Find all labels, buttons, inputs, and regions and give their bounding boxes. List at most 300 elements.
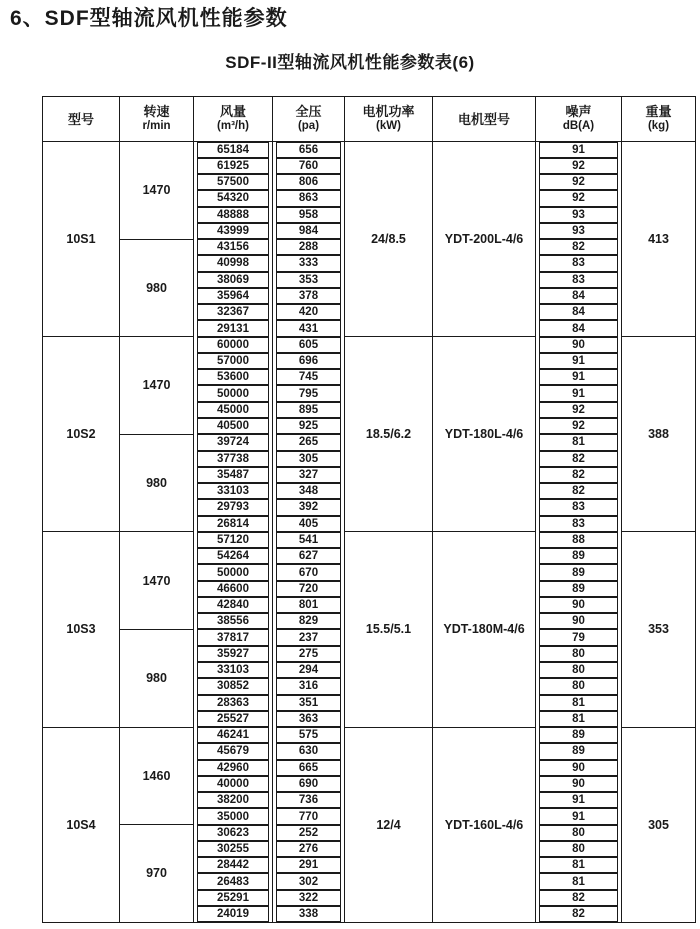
speed-cell: 1470 bbox=[120, 337, 194, 435]
flow-cell bbox=[194, 174, 273, 190]
flow-cell-value: 42960 bbox=[197, 760, 269, 776]
noise-cell-value: 89 bbox=[539, 743, 618, 759]
pressure-cell-value: 736 bbox=[276, 792, 341, 808]
pressure-cell-value: 665 bbox=[276, 760, 341, 776]
noise-cell bbox=[536, 841, 622, 857]
flow-cell-value: 37817 bbox=[197, 629, 269, 645]
flow-cell-value: 57000 bbox=[197, 353, 269, 369]
header-cell-model: 型号 bbox=[43, 97, 120, 142]
noise-cell-value: 89 bbox=[539, 564, 618, 580]
model-cell: 10S2 bbox=[43, 337, 120, 532]
pressure-cell bbox=[273, 678, 345, 694]
flow-cell-value: 26814 bbox=[197, 516, 269, 532]
noise-cell bbox=[536, 499, 622, 515]
pressure-cell bbox=[273, 613, 345, 629]
noise-cell bbox=[536, 402, 622, 418]
noise-cell-value: 93 bbox=[539, 223, 618, 239]
table-row bbox=[43, 532, 696, 548]
pressure-cell-value: 770 bbox=[276, 808, 341, 824]
pressure-cell-value: 322 bbox=[276, 890, 341, 906]
flow-cell-value: 54320 bbox=[197, 190, 269, 206]
flow-cell bbox=[194, 255, 273, 271]
noise-cell bbox=[536, 255, 622, 271]
pressure-cell-value: 801 bbox=[276, 597, 341, 613]
pressure-cell bbox=[273, 532, 345, 548]
noise-cell bbox=[536, 223, 622, 239]
noise-cell bbox=[536, 613, 622, 629]
pressure-cell bbox=[273, 272, 345, 288]
noise-cell-value: 80 bbox=[539, 825, 618, 841]
header-cell-pressure: 全压 (pa) bbox=[273, 97, 345, 142]
noise-cell bbox=[536, 532, 622, 548]
noise-cell-value: 90 bbox=[539, 337, 618, 353]
flow-cell bbox=[194, 369, 273, 385]
flow-cell-value: 28363 bbox=[197, 695, 269, 711]
noise-cell bbox=[536, 434, 622, 450]
weight-cell: 305 bbox=[622, 727, 696, 922]
noise-cell bbox=[536, 337, 622, 353]
pressure-cell-value: 720 bbox=[276, 581, 341, 597]
noise-cell-value: 90 bbox=[539, 597, 618, 613]
noise-cell bbox=[536, 190, 622, 206]
pressure-cell-value: 925 bbox=[276, 418, 341, 434]
noise-cell-value: 90 bbox=[539, 760, 618, 776]
pressure-cell bbox=[273, 629, 345, 645]
pressure-cell bbox=[273, 158, 345, 174]
flow-cell bbox=[194, 597, 273, 613]
flow-cell bbox=[194, 857, 273, 873]
flow-cell-value: 50000 bbox=[197, 385, 269, 401]
flow-cell-value: 45000 bbox=[197, 402, 269, 418]
noise-cell-value: 82 bbox=[539, 239, 618, 255]
pressure-cell bbox=[273, 304, 345, 320]
power-cell: 24/8.5 bbox=[345, 142, 433, 337]
flow-cell-value: 35964 bbox=[197, 288, 269, 304]
noise-cell-value: 89 bbox=[539, 727, 618, 743]
noise-cell-value: 81 bbox=[539, 873, 618, 889]
pressure-cell-value: 288 bbox=[276, 239, 341, 255]
pressure-cell-value: 984 bbox=[276, 223, 341, 239]
pressure-cell bbox=[273, 142, 345, 158]
noise-cell bbox=[536, 890, 622, 906]
flow-cell-value: 25527 bbox=[197, 711, 269, 727]
speed-cell: 980 bbox=[120, 239, 194, 337]
speed-cell: 1470 bbox=[120, 532, 194, 630]
pressure-cell bbox=[273, 174, 345, 190]
pressure-cell-value: 351 bbox=[276, 695, 341, 711]
pressure-cell-value: 294 bbox=[276, 662, 341, 678]
flow-cell-value: 35487 bbox=[197, 467, 269, 483]
noise-cell-value: 93 bbox=[539, 207, 618, 223]
flow-cell bbox=[194, 190, 273, 206]
pressure-cell-value: 958 bbox=[276, 207, 341, 223]
flow-cell bbox=[194, 272, 273, 288]
flow-cell-value: 43999 bbox=[197, 223, 269, 239]
pressure-cell-value: 420 bbox=[276, 304, 341, 320]
table-header bbox=[43, 97, 696, 142]
pressure-cell-value: 265 bbox=[276, 434, 341, 450]
speed-cell: 980 bbox=[120, 434, 194, 532]
pressure-cell-value: 275 bbox=[276, 646, 341, 662]
flow-cell-value: 61925 bbox=[197, 158, 269, 174]
pressure-cell-value: 806 bbox=[276, 174, 341, 190]
noise-cell-value: 88 bbox=[539, 532, 618, 548]
flow-cell bbox=[194, 743, 273, 759]
flow-cell bbox=[194, 581, 273, 597]
pressure-cell bbox=[273, 483, 345, 499]
noise-cell bbox=[536, 662, 622, 678]
flow-cell-value: 26483 bbox=[197, 873, 269, 889]
noise-cell bbox=[536, 548, 622, 564]
noise-cell bbox=[536, 906, 622, 922]
pressure-cell bbox=[273, 808, 345, 824]
speed-cell: 980 bbox=[120, 629, 194, 727]
flow-cell-value: 35927 bbox=[197, 646, 269, 662]
flow-cell-value: 39724 bbox=[197, 434, 269, 450]
pressure-cell-value: 431 bbox=[276, 320, 341, 336]
flow-cell-value: 38556 bbox=[197, 613, 269, 629]
flow-cell bbox=[194, 304, 273, 320]
flow-cell-value: 37738 bbox=[197, 451, 269, 467]
model-cell: 10S1 bbox=[43, 142, 120, 337]
page-title: 6、SDF型轴流风机性能参数 bbox=[10, 7, 288, 30]
noise-cell-value: 83 bbox=[539, 499, 618, 515]
noise-cell bbox=[536, 158, 622, 174]
noise-cell-value: 84 bbox=[539, 304, 618, 320]
noise-cell bbox=[536, 369, 622, 385]
flow-cell bbox=[194, 760, 273, 776]
flow-cell-value: 45679 bbox=[197, 743, 269, 759]
noise-cell-value: 80 bbox=[539, 662, 618, 678]
pressure-cell-value: 348 bbox=[276, 483, 341, 499]
noise-cell-value: 92 bbox=[539, 158, 618, 174]
noise-cell bbox=[536, 760, 622, 776]
pressure-cell-value: 760 bbox=[276, 158, 341, 174]
flow-cell bbox=[194, 678, 273, 694]
flow-cell bbox=[194, 434, 273, 450]
noise-cell-value: 81 bbox=[539, 857, 618, 873]
pressure-cell bbox=[273, 434, 345, 450]
flow-cell bbox=[194, 776, 273, 792]
noise-cell bbox=[536, 564, 622, 580]
noise-cell bbox=[536, 792, 622, 808]
table-row bbox=[43, 727, 696, 743]
flow-cell bbox=[194, 483, 273, 499]
flow-cell bbox=[194, 385, 273, 401]
noise-cell bbox=[536, 174, 622, 190]
flow-cell bbox=[194, 451, 273, 467]
pressure-cell-value: 795 bbox=[276, 385, 341, 401]
pressure-cell bbox=[273, 320, 345, 336]
noise-cell-value: 82 bbox=[539, 906, 618, 922]
noise-cell-value: 82 bbox=[539, 483, 618, 499]
pressure-cell bbox=[273, 792, 345, 808]
noise-cell bbox=[536, 516, 622, 532]
pressure-cell-value: 237 bbox=[276, 629, 341, 645]
pressure-cell bbox=[273, 190, 345, 206]
motor-cell: YDT-180M-4/6 bbox=[433, 532, 536, 727]
flow-cell-value: 57120 bbox=[197, 532, 269, 548]
noise-cell bbox=[536, 451, 622, 467]
speed-cell: 1470 bbox=[120, 142, 194, 240]
pressure-cell bbox=[273, 499, 345, 515]
flow-cell-value: 54264 bbox=[197, 548, 269, 564]
pressure-cell-value: 378 bbox=[276, 288, 341, 304]
flow-cell-value: 65184 bbox=[197, 142, 269, 158]
pressure-cell bbox=[273, 402, 345, 418]
noise-cell-value: 91 bbox=[539, 353, 618, 369]
weight-cell: 388 bbox=[622, 337, 696, 532]
noise-cell-value: 91 bbox=[539, 369, 618, 385]
pressure-cell-value: 575 bbox=[276, 727, 341, 743]
header-cell-flow: 风量 (m³/h) bbox=[194, 97, 273, 142]
flow-cell-value: 42840 bbox=[197, 597, 269, 613]
noise-cell bbox=[536, 873, 622, 889]
flow-cell-value: 30255 bbox=[197, 841, 269, 857]
noise-cell-value: 82 bbox=[539, 890, 618, 906]
flow-cell bbox=[194, 792, 273, 808]
noise-cell-value: 81 bbox=[539, 695, 618, 711]
flow-cell-value: 53600 bbox=[197, 369, 269, 385]
noise-cell-value: 92 bbox=[539, 402, 618, 418]
noise-cell bbox=[536, 743, 622, 759]
speed-cell: 1460 bbox=[120, 727, 194, 825]
pressure-cell-value: 829 bbox=[276, 613, 341, 629]
pressure-cell bbox=[273, 727, 345, 743]
pressure-cell-value: 405 bbox=[276, 516, 341, 532]
pressure-cell-value: 392 bbox=[276, 499, 341, 515]
flow-cell-value: 35000 bbox=[197, 808, 269, 824]
header-cell-motor: 电机型号 bbox=[433, 97, 536, 142]
noise-cell-value: 79 bbox=[539, 629, 618, 645]
noise-cell-value: 92 bbox=[539, 418, 618, 434]
noise-cell-value: 89 bbox=[539, 548, 618, 564]
flow-cell-value: 38200 bbox=[197, 792, 269, 808]
flow-cell-value: 46600 bbox=[197, 581, 269, 597]
pressure-cell bbox=[273, 451, 345, 467]
noise-cell-value: 89 bbox=[539, 581, 618, 597]
flow-cell bbox=[194, 613, 273, 629]
flow-cell bbox=[194, 516, 273, 532]
flow-cell bbox=[194, 223, 273, 239]
noise-cell bbox=[536, 385, 622, 401]
header-cell-power: 电机功率 (kW) bbox=[345, 97, 433, 142]
pressure-cell-value: 745 bbox=[276, 369, 341, 385]
noise-cell bbox=[536, 808, 622, 824]
flow-cell bbox=[194, 532, 273, 548]
noise-cell bbox=[536, 467, 622, 483]
flow-cell bbox=[194, 418, 273, 434]
pressure-cell-value: 696 bbox=[276, 353, 341, 369]
header-cell-weight: 重量 (kg) bbox=[622, 97, 696, 142]
flow-cell-value: 38069 bbox=[197, 272, 269, 288]
flow-cell bbox=[194, 727, 273, 743]
pressure-cell bbox=[273, 841, 345, 857]
noise-cell bbox=[536, 272, 622, 288]
noise-cell bbox=[536, 629, 622, 645]
speed-cell: 970 bbox=[120, 825, 194, 923]
noise-cell bbox=[536, 320, 622, 336]
flow-cell bbox=[194, 841, 273, 857]
pressure-cell-value: 333 bbox=[276, 255, 341, 271]
pressure-cell-value: 327 bbox=[276, 467, 341, 483]
flow-cell bbox=[194, 499, 273, 515]
pressure-cell-value: 363 bbox=[276, 711, 341, 727]
pressure-cell bbox=[273, 369, 345, 385]
noise-cell-value: 92 bbox=[539, 174, 618, 190]
flow-cell bbox=[194, 467, 273, 483]
pressure-cell-value: 605 bbox=[276, 337, 341, 353]
noise-cell bbox=[536, 483, 622, 499]
pressure-cell bbox=[273, 597, 345, 613]
flow-cell-value: 33103 bbox=[197, 483, 269, 499]
noise-cell-value: 80 bbox=[539, 646, 618, 662]
pressure-cell bbox=[273, 288, 345, 304]
flow-cell bbox=[194, 890, 273, 906]
flow-cell-value: 60000 bbox=[197, 337, 269, 353]
pressure-cell bbox=[273, 467, 345, 483]
noise-cell bbox=[536, 711, 622, 727]
pressure-cell-value: 656 bbox=[276, 142, 341, 158]
noise-cell bbox=[536, 418, 622, 434]
flow-cell bbox=[194, 548, 273, 564]
pressure-cell bbox=[273, 711, 345, 727]
noise-cell bbox=[536, 207, 622, 223]
noise-cell-value: 83 bbox=[539, 255, 618, 271]
weight-cell: 413 bbox=[622, 142, 696, 337]
flow-cell-value: 30852 bbox=[197, 678, 269, 694]
flow-cell-value: 28442 bbox=[197, 857, 269, 873]
noise-cell bbox=[536, 353, 622, 369]
pressure-cell bbox=[273, 695, 345, 711]
pressure-cell-value: 252 bbox=[276, 825, 341, 841]
pressure-cell-value: 627 bbox=[276, 548, 341, 564]
noise-cell bbox=[536, 825, 622, 841]
noise-cell-value: 80 bbox=[539, 678, 618, 694]
noise-cell-value: 91 bbox=[539, 792, 618, 808]
pressure-cell bbox=[273, 776, 345, 792]
noise-cell bbox=[536, 678, 622, 694]
noise-cell-value: 81 bbox=[539, 711, 618, 727]
power-cell: 18.5/6.2 bbox=[345, 337, 433, 532]
pressure-cell bbox=[273, 662, 345, 678]
flow-cell-value: 40500 bbox=[197, 418, 269, 434]
flow-cell-value: 40000 bbox=[197, 776, 269, 792]
power-cell: 15.5/5.1 bbox=[345, 532, 433, 727]
pressure-cell-value: 276 bbox=[276, 841, 341, 857]
pressure-cell-value: 316 bbox=[276, 678, 341, 694]
pressure-cell bbox=[273, 418, 345, 434]
flow-cell bbox=[194, 808, 273, 824]
pressure-cell bbox=[273, 207, 345, 223]
pressure-cell-value: 863 bbox=[276, 190, 341, 206]
pressure-cell-value: 353 bbox=[276, 272, 341, 288]
pressure-cell bbox=[273, 337, 345, 353]
flow-cell bbox=[194, 158, 273, 174]
flow-cell-value: 29793 bbox=[197, 499, 269, 515]
pressure-cell bbox=[273, 239, 345, 255]
noise-cell-value: 83 bbox=[539, 272, 618, 288]
noise-cell bbox=[536, 239, 622, 255]
weight-cell: 353 bbox=[622, 532, 696, 727]
pressure-cell-value: 690 bbox=[276, 776, 341, 792]
noise-cell-value: 91 bbox=[539, 808, 618, 824]
pressure-cell bbox=[273, 581, 345, 597]
noise-cell-value: 82 bbox=[539, 467, 618, 483]
pressure-cell bbox=[273, 760, 345, 776]
model-cell: 10S3 bbox=[43, 532, 120, 727]
pressure-cell bbox=[273, 385, 345, 401]
power-cell: 12/4 bbox=[345, 727, 433, 922]
pressure-cell bbox=[273, 646, 345, 662]
params-table bbox=[42, 96, 696, 923]
pressure-cell bbox=[273, 825, 345, 841]
flow-cell-value: 50000 bbox=[197, 564, 269, 580]
motor-cell: YDT-180L-4/6 bbox=[433, 337, 536, 532]
noise-cell bbox=[536, 581, 622, 597]
pressure-cell bbox=[273, 353, 345, 369]
flow-cell-value: 29131 bbox=[197, 320, 269, 336]
motor-cell: YDT-200L-4/6 bbox=[433, 142, 536, 337]
noise-cell-value: 91 bbox=[539, 385, 618, 401]
pressure-cell-value: 302 bbox=[276, 873, 341, 889]
flow-cell bbox=[194, 873, 273, 889]
noise-cell bbox=[536, 776, 622, 792]
flow-cell bbox=[194, 695, 273, 711]
noise-cell-value: 83 bbox=[539, 516, 618, 532]
flow-cell bbox=[194, 825, 273, 841]
flow-cell-value: 40998 bbox=[197, 255, 269, 271]
pressure-cell-value: 541 bbox=[276, 532, 341, 548]
pressure-cell bbox=[273, 743, 345, 759]
pressure-cell bbox=[273, 548, 345, 564]
noise-cell-value: 80 bbox=[539, 841, 618, 857]
flow-cell-value: 33103 bbox=[197, 662, 269, 678]
pressure-cell bbox=[273, 564, 345, 580]
flow-cell bbox=[194, 239, 273, 255]
flow-cell bbox=[194, 906, 273, 922]
noise-cell bbox=[536, 857, 622, 873]
noise-cell-value: 92 bbox=[539, 190, 618, 206]
flow-cell-value: 46241 bbox=[197, 727, 269, 743]
flow-cell-value: 48888 bbox=[197, 207, 269, 223]
noise-cell bbox=[536, 646, 622, 662]
table-row bbox=[43, 337, 696, 353]
flow-cell bbox=[194, 564, 273, 580]
flow-cell bbox=[194, 402, 273, 418]
flow-cell bbox=[194, 629, 273, 645]
noise-cell bbox=[536, 142, 622, 158]
noise-cell-value: 91 bbox=[539, 142, 618, 158]
pressure-cell-value: 305 bbox=[276, 451, 341, 467]
noise-cell-value: 81 bbox=[539, 434, 618, 450]
flow-cell bbox=[194, 711, 273, 727]
flow-cell bbox=[194, 288, 273, 304]
noise-cell bbox=[536, 695, 622, 711]
table-row bbox=[43, 142, 696, 158]
noise-cell-value: 90 bbox=[539, 613, 618, 629]
model-cell: 10S4 bbox=[43, 727, 120, 922]
pressure-cell bbox=[273, 890, 345, 906]
pressure-cell bbox=[273, 516, 345, 532]
flow-cell bbox=[194, 142, 273, 158]
flow-cell bbox=[194, 337, 273, 353]
flow-cell-value: 57500 bbox=[197, 174, 269, 190]
pressure-cell-value: 630 bbox=[276, 743, 341, 759]
flow-cell bbox=[194, 646, 273, 662]
noise-cell-value: 82 bbox=[539, 451, 618, 467]
flow-cell-value: 24019 bbox=[197, 906, 269, 922]
